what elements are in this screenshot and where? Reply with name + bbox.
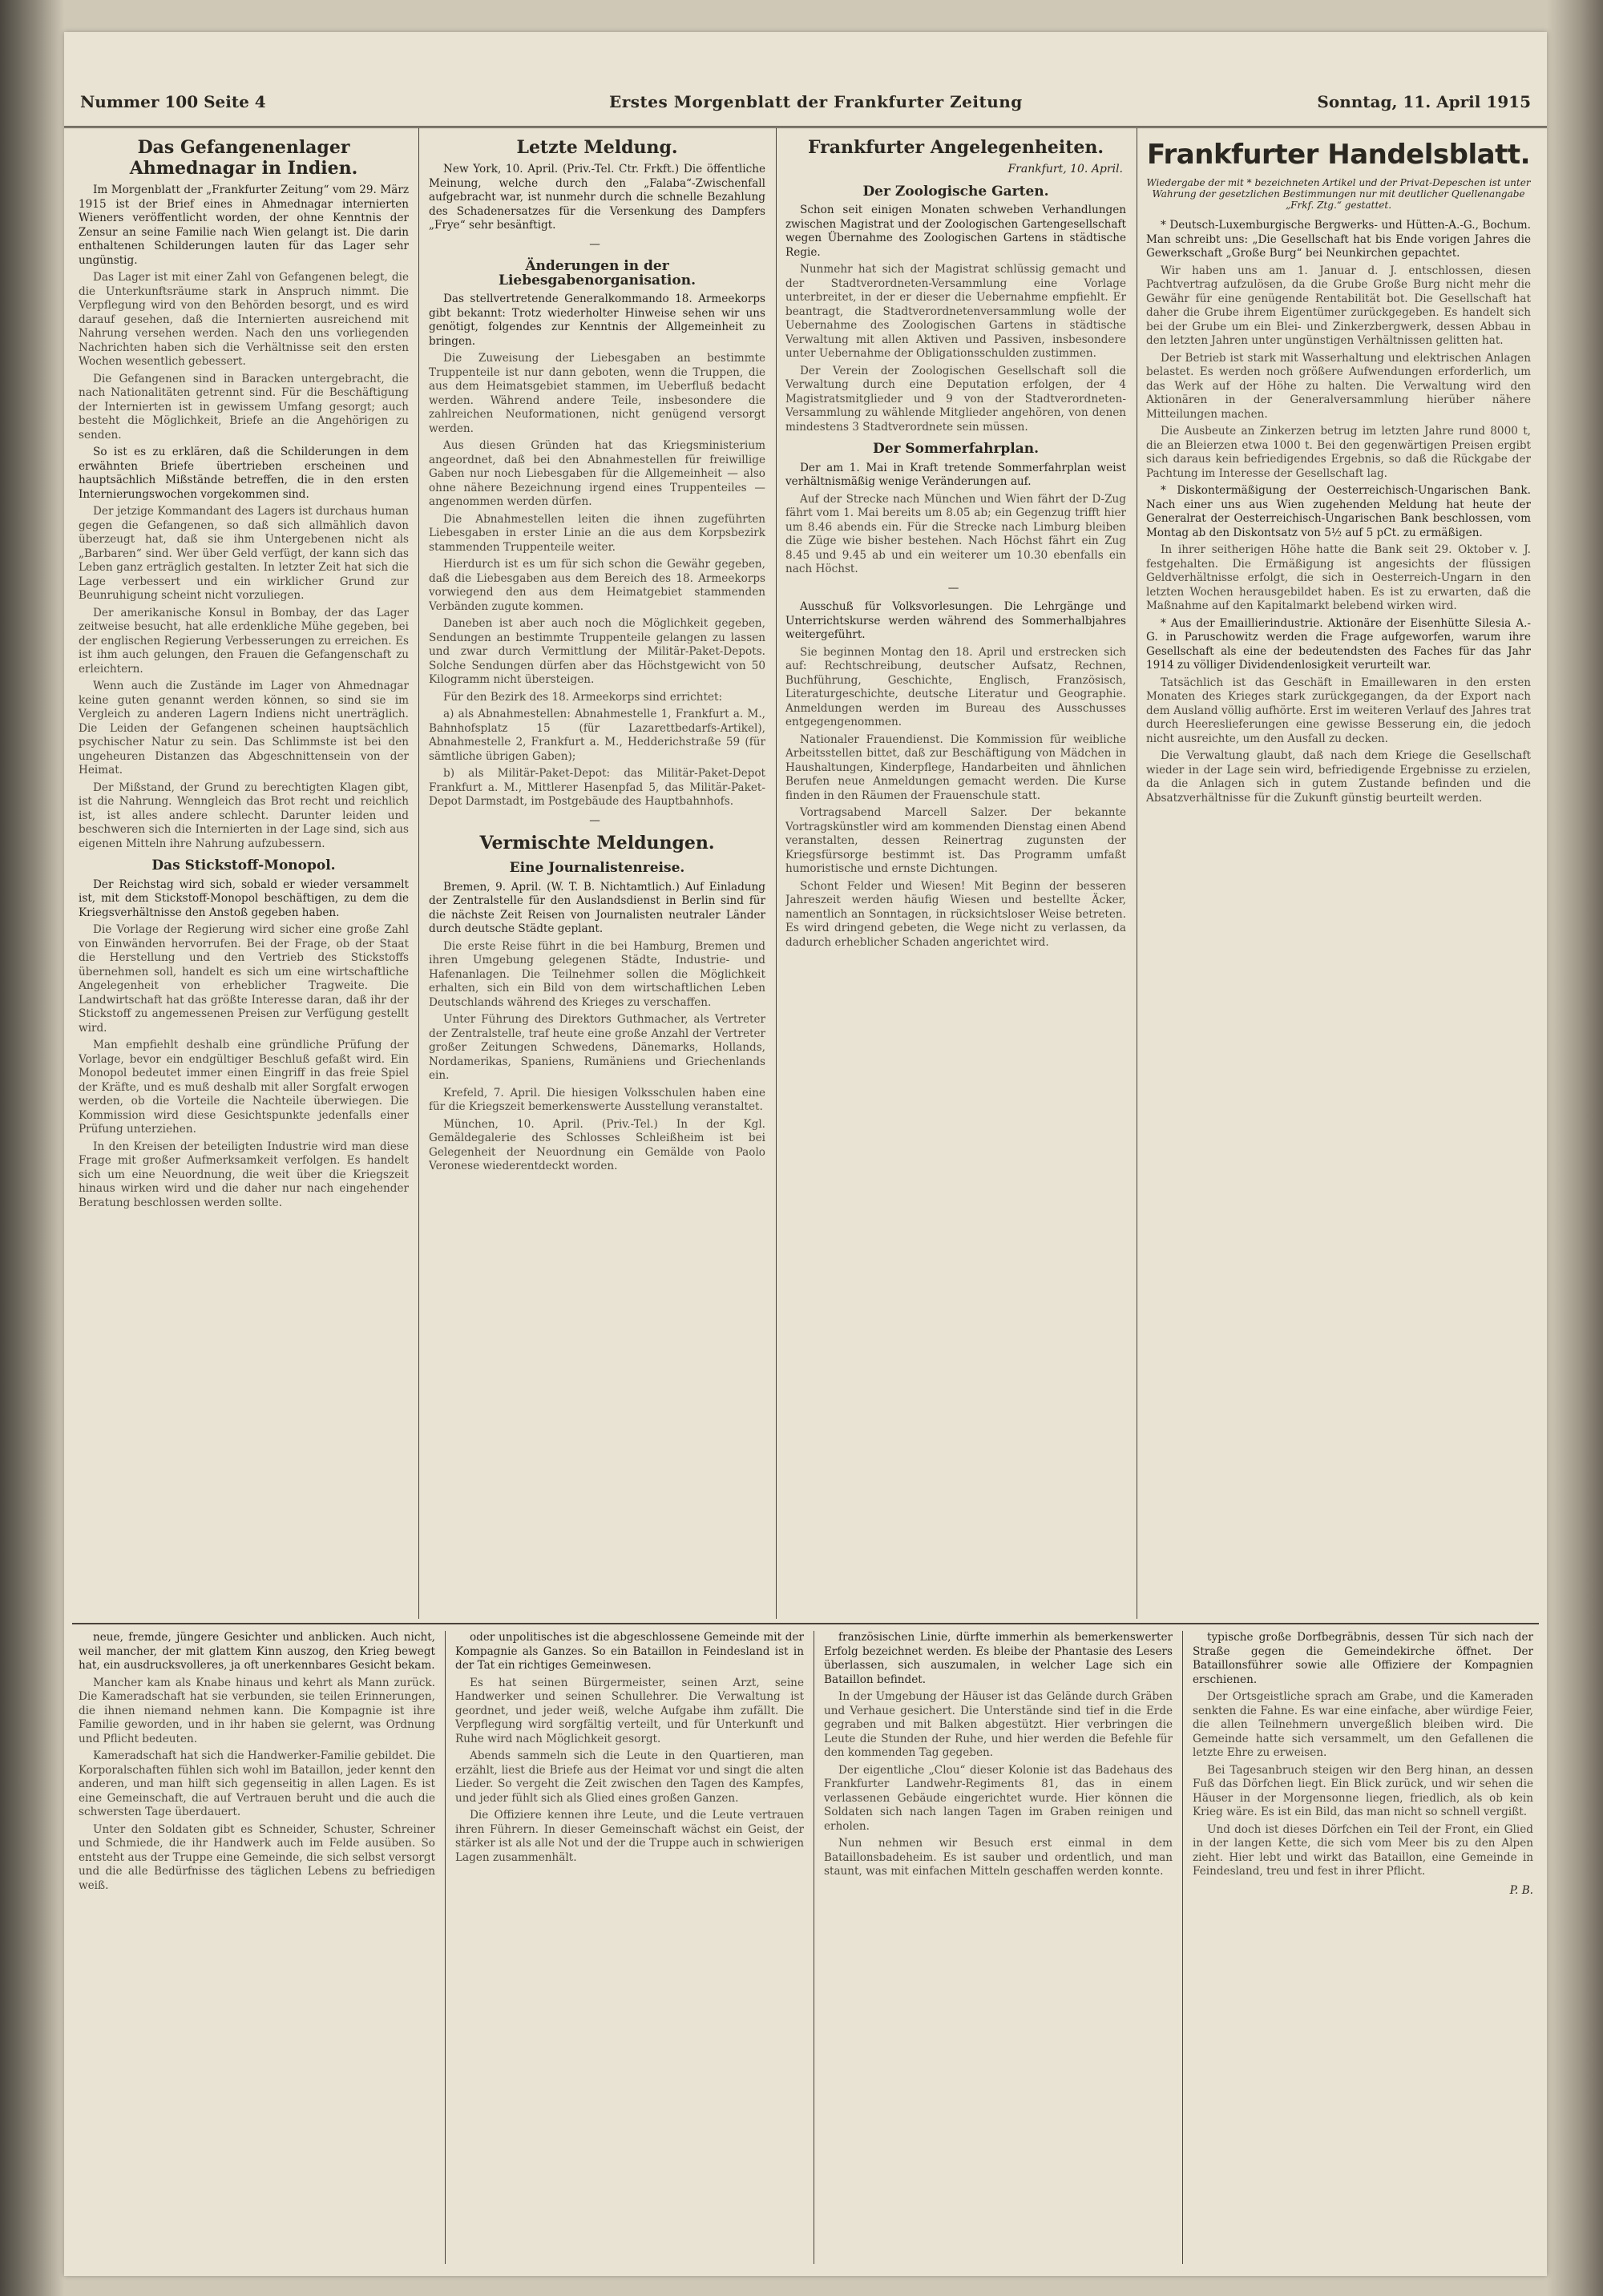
article-column-2: Letzte Meldung. New York, 10. April. (Priv.-Tel. Ctr. Frkft.) Die öffentliche Meinung, welche durch den „Falaba“-Zwischenfall aufgebracht war, ist nunmehr durch die schnelle Bezahlung des Schadenersatzes für die Versenkung des Dampfers „Frye“ sehr besänftigt. — Änderungen in der Liebesgabenorganisation. Das stellvertretende Generalkommando 18. Armeekorps gibt bekannt: Trotz wiederholter Hinweise sehen wir uns genötigt, folgendes zur Kenntnis der Allgemeinheit zu bringen. Die Zuweisung der Liebesgaben an bestimmte Truppenteile ist nur dann geboten, wenn die Truppen, die aus dem Heimatsgebiet stammen, im Ueberfluß bedacht werden. Während andere Teile, insbesondere die zahlreichen Neuformationen, nicht genügend versorgt werden. Aus diesen Gründen hat das Kriegsministerium angeordnet, daß bei den Abnahmestellen für freiwillige Gaben nur noch Liebesgaben für die Allgemeinheit — also ohne nähere Bezeichnung irgend eines Truppenteiles — angenommen werden dürfen. Die Abnahmestellen leiten die ihnen zugeführten Liebesgaben in erster Linie an die aus dem Korpsbezirk stammenden Truppenteile weiter. Hierdurch ist es um für sich schon die Gewähr gegeben, daß die Liebesgaben aus dem Bereich des 18. Armeekorps vorwiegend den aus dem Heimatgebiet stammenden Verbänden zugute kommen. Daneben ist aber auch noch die Möglichkeit gegeben, Sendungen an bestimmte Truppenteile gelangen zu lassen und zwar durch Vermittlung der Militär-Paket-Depots. Solche Sendungen dürfen aber das Höchstgewicht von 50 Kilogramm nicht übersteigen. Für den Bezirk des 18. Armeekorps sind errichtet: a) als Abnahmestellen: Abnahmestelle 1, Frankfurt a. M., Bahnhofsplatz 15 (für Lazarettbedarfs-Artikel), Abnahmestelle 2, Frankfurt a. M., Hedderichstraße 59 (für sämtliche übrigen Gaben); b) als Militär-Paket-Depot: das Militär-Paket-Depot Frankfurt a. M., Mittlerer Hasenpfad 5, das Militär-Paket-Depot Darmstadt, im Postgebäude des Hauptbahnhofs. — Vermischte Meldungen. Eine Journalistenreise. Bremen, 9. April. (W. T. B. Nichtamtlich.) Auf Einladung der Zentralstelle für den Auslandsdienst in Berlin sind für die nächste Zeit Reisen von Journalisten neutraler Länder durch deutsche Städte geplant. Die erste Reise führt in die bei Hamburg, Bremen und ihren Umgebung gelegenen Städte, Industrie- und Hafenanlagen. Die Teilnehmer sollen die Möglichkeit erhalten, sich ein Bild von dem wirtschaftlichen Leben Deutschlands während des Krieges zu verschaffen. Unter Führung des Direktors Guthmacher, als Vertreter der Zentralstelle, traf heute eine große Anzahl der Vertreter großer Zeitungen Schwedens, Dänemarks, Hollands, Nordamerikas, Spaniens, Rumäniens und Griechenlands ein. Krefeld, 7. April. Die hiesigen Volksschulen haben eine für die Kriegszeit bemerkenswerte Ausstellung veranstaltet. München, 10. April. (Priv.-Tel.) In der Kgl. Gemäldegalerie des Schlosses Schleißheim ist bei Gelegenheit der Neuordnung ein Gemälde von Paolo Veronese wiederentdeckt worden. xyxy=(429,137,765,1172)
body-text: Das Lager ist mit einer Zahl von Gefangenen belegt, die die Unterkunftsräume stark in Anspruch nimmt. Die Verpflegung wird von den Behörden besorgt, und es wird darauf gesehen, daß die Internierten ausreichend mit Nahrung versehen werden. Nach den uns vorliegenden Nachrichten haben sich die Verhältnisse seit den ersten Wochen wesentlich gebessert. Die Gefangenen sind in Baracken untergebracht, die nach Nationalitäten getrennt sind. Für die Beschäftigung der Internierten ist in gewissem Umfang gesorgt; auch besteht die Möglichkeit, Briefe an die Angehörigen zu senden. xyxy=(79,271,409,442)
paragraph: Das stellvertretende Generalkommando 18. Armeekorps gibt bekannt: Trotz wiederholter Hinweise sehen wir uns genötigt, folgendes zur Kenntnis der Allgemeinheit zu bringen. xyxy=(429,293,765,348)
body-text: Es hat seinen Bürgermeister, seinen Arzt, seine Handwerker und seinen Schullehrer. Die Verwaltung ist geordnet, und jeder weiß, welche Aufgabe ihm zufällt. Die Verpflegung wird sorgfältig verteilt, und für Unterkunft und Ruhe wird nach Möglichkeit gesorgt. Abends sammeln sich die Leute in den Quartieren, man erzählt, liest die Briefe aus der Heimat vor und singt die alten Lieder. So vergeht die Zeit zwischen den Tagen des Kampfes, und jeder fühlt sich als Glied eines großen Ganzen. Die Offiziere kennen ihre Leute, und die Leute vertrauen ihren Führern. In dieser Gemeinschaft wächst ein Geist, der stärker ist als alle Not und der die Truppe auch in schwierigen Lagen zusammenhält. xyxy=(455,1676,804,1864)
body-text: Mancher kam als Knabe hinaus und kehrt als Mann zurück. Die Kameradschaft hat sie verbunden, sie teilen Erinnerungen, die ihnen niemand nehmen kann. Die Kompagnie ist ihre Familie geworden, und in ihr haben sie gelernt, was Ordnung und Pflicht bedeuten. Kameradschaft hat sich die Handwerker-Familie gebildet. Die Korporalschaften fühlen sich wohl im Bataillon, jeder kennt den anderen, und man hilft sich gegenseitig in allen Lagen. Es ist eine Gemeinschaft, die auf Vertrauen beruht und die auch die schwersten Tage überdauert. Unter den Soldaten gibt es Schneider, Schuster, Schreiner und Schmiede, die ihr Handwerk auch im Felde ausüben. So entsteht aus der Truppe eine Gemeinde, die sich selbst versorgt und die alle Bedürfnisse des täglichen Lebens zu befriedigen weiß. xyxy=(79,1676,435,1892)
feuilleton-column-1 xyxy=(79,1631,435,2264)
paragraph: * Deutsch-Luxemburgische Bergwerks- und Hütten-A.-G., Bochum. Man schreibt uns: „Die Gesellschaft hat bis Ende vorigen Jahres die Gewerkschaft „Große Burg“ bei Neunkirchen gepachtet. xyxy=(1146,219,1531,260)
body-text: Die Zuweisung der Liebesgaben an bestimmte Truppenteile ist nur dann geboten, wenn die Truppen, die aus dem Heimatsgebiet stammen, im Ueberfluß bedacht werden. Während andere Teile, insbesondere die zahlreichen Neuformationen, nicht genügend versorgt werden. Aus diesen Gründen hat das Kriegsministerium angeordnet, daß bei den Abnahmestellen für freiwillige Gaben nur noch Liebesgaben für die Allgemeinheit — also ohne nähere Bezeichnung irgend eines Truppenteiles — angenommen werden dürfen. Die Abnahmestellen leiten die ihnen zugeführten Liebesgaben in erster Linie an die aus dem Korpsbezirk stammenden Truppenteile weiter. Hierdurch ist es um für sich schon die Gewähr gegeben, daß die Liebesgaben aus dem Bereich des 18. Armeekorps vorwiegend den aus dem Heimatgebiet stammenden Verbänden zugute kommen. Daneben ist aber auch noch die Möglichkeit gegeben, Sendungen an bestimmte Truppenteile gelangen zu lassen und zwar durch Vermittlung der Militär-Paket-Depots. Solche Sendungen dürfen aber das Höchstgewicht von 50 Kilogramm nicht übersteigen. Für den Bezirk des 18. Armeekorps sind errichtet: a) als Abnahmestellen: Abnahmestelle 1, Frankfurt a. M., Bahnhofsplatz 15 (für Lazarettbedarfs-Artikel), Abnahmestelle 2, Frankfurt a. M., Hedderichstraße 59 (für sämtliche übrigen Gaben); b) als Militär-Paket-Depot: das Militär-Paket-Depot Frankfurt a. M., Mittlerer Hasenpfad 5, das Militär-Paket-Depot Darmstadt, im Postgebäude des Hauptbahnhofs. xyxy=(429,352,765,808)
body-text: In ihrer seitherigen Höhe hatte die Bank seit 29. Oktober v. J. festgehalten. Die Ermäßigung ist angesichts der flüssigen Geldverhältnisse erfolgt, die sich in Oesterreich-Ungarn in den letzten Wochen herausgebildet haben. Es ist zu erwarten, daß die Maßnahme auf den Kapitalmarkt belebend wirken wird. xyxy=(1146,543,1531,612)
paragraph: Bremen, 9. April. (W. T. B. Nichtamtlich.) Auf Einladung der Zentralstelle für den Auslandsdienst in Berlin sind für die nächste Zeit Reisen von Journalisten neutraler Länder durch deutsche Städte geplant. xyxy=(429,880,765,935)
body-text: Wir haben uns am 1. Januar d. J. entschlossen, diesen Pachtvertrag aufzulösen, da die Grube Große Burg nicht mehr die Gewähr für eine genügende Rentabilität bot. Die Gesellschaft hat daher die Grube ihrem Eigentümer zurückgegeben. Es handelt sich bei der Grube um ein Blei- und Zinkerzbergwerk, dessen Abbau in den letzten Jahren unter ungünstigen Verhältnissen gelitten hat. Der Betrieb ist stark mit Wasserhaltung und elektrischen Anlagen belastet. Es werden noch größere Aufwendungen erforderlich, um das Werk auf der Höhe zu halten. Die Verwaltung wird den Aktionären in der Generalversammlung hierüber nähere Mitteilungen machen. Die Ausbeute an Zinkerzen betrug im letzten Jahre rund 8000 t, die an Bleierzen etwa 1000 t. Bei den gegenwärtigen Preisen ergibt sich daraus kein befriedigendes Ergebnis, so daß die Rückgabe der Pachtung im Interesse der Gesellschaft lag. xyxy=(1146,264,1531,480)
paragraph: typische große Dorfbegräbnis, dessen Tür sich nach der Straße gegen die Gemeindekirche öffnet. Der Bataillonsführer sowie alle Offiziere der Kompagnien erschienen. xyxy=(1193,1631,1533,1686)
body-text: Tatsächlich ist das Geschäft in Emaillewaren in den ersten Monaten des Krieges stark zurückgegangen, da der Export nach dem Ausland völlig aufhörte. Erst im weiteren Verlauf des Jahres trat durch Heereslieferungen eine gewisse Besserung ein, die jedoch nicht ausreichte, um den Ausfall zu decken. Die Verwaltung glaubt, daß nach dem Kriege die Gesellschaft wieder in der Lage sein wird, befriedigende Ergebnisse zu erzielen, da die Anlagen sich in gutem Zustande befinden und die Absatzverhältnisse für die Zukunft günstig beurteilt werden. xyxy=(1146,676,1531,805)
body-text: In der Umgebung der Häuser ist das Gelände durch Gräben und Verhaue gesichert. Die Unterstände sind tief in die Erde gegraben und mit Balken abgestützt. Hier verbringen die Leute die Stunden der Ruhe, und hier werden die Befehle für den kommenden Tag gegeben. Der eigentliche „Clou“ dieser Kolonie ist das Badehaus des Frankfurter Landwehr-Regiments 81, das in einem verlassenen Gebäude eingerichtet wurde. Hier können die Soldaten sich nach langen Tagen im Graben reinigen und erholen. Nun nehmen wir Besuch erst einmal in dem Bataillonsbadeheim. Es ist sauber und ordentlich, und man staunt, was mit einfachen Mitteln geschaffen werden konnte. xyxy=(824,1690,1173,1878)
headline-handelsblatt: Frankfurter Handelsblatt. xyxy=(1146,139,1530,171)
paragraph: New York, 10. April. (Priv.-Tel. Ctr. Frkft.) Die öffentliche Meinung, welche durch den „Falaba“-Zwischenfall aufgebracht war, ist nunmehr durch die schnelle Bezahlung des Schadenersatzes für die Versenkung des Dampfers „Frye“ sehr besänftigt. xyxy=(429,163,765,232)
paragraph: Der am 1. Mai in Kraft tretende Sommerfahrplan weist verhältnismäßig wenige Veränderungen auf. xyxy=(785,461,1126,488)
body-text: Der Ortsgeistliche sprach am Grabe, und die Kameraden senkten die Fahne. Es war eine einfache, aber würdige Feier, die allen Teilnehmern unvergeßlich bleiben wird. Die Gemeinde hatte sich versammelt, um den Gefallenen die letzte Ehre zu erweisen. Bei Tagesanbruch steigen wir den Berg hinan, an dessen Fuß das Dörfchen liegt. Ein Blick zurück, und wir sehen die Häuser in der Morgensonne liegen, friedlich, als ob kein Krieg wäre. Es ist ein Bild, das man nicht so schnell vergißt. Und doch ist dieses Dörfchen ein Teil der Front, ein Glied in der langen Kette, die sich vom Meer bis zu den Alpen zieht. Hier lebt und wirkt das Bataillon, eine Gemeinde in Feindesland, treu und fest in ihrer Pflicht. xyxy=(1193,1690,1533,1878)
body-text: Der jetzige Kommandant des Lagers ist durchaus human gegen die Gefangenen, so daß sich allmählich davon überzeugt hat, daß sie ihm Untergebenen nicht als „Barbaren“ sind. Wer über Geld verfügt, der kann sich das Leben ganz erträglich gestalten. In letzter Zeit hat sich die Lage verbessert und ein wirklicher Grund zur Beunruhigung scheint nicht vorzuliegen. Der amerikanische Konsul in Bombay, der das Lager zeitweise besucht, hat alle erdenkliche Mühe gegeben, bei der englischen Regierung Verbesserungen zu erreichen. Es ist ihm auch gelungen, den Frauen die Gefangenschaft zu erleichtern. Wenn auch die Zustände im Lager von Ahmednagar keine guten genannt werden können, so sind sie im Vergleich zu anderen Lagern Indiens nicht unerträglich. Die Leiden der Gefangenen scheinen hauptsächlich psychischer Natur zu sein. Das Schlimmste ist bei den ungeheuren Distanzen das Abgeschnittensein von der Heimat. Der Mißstand, der Grund zu berechtigten Klagen gibt, ist die Nahrung. Wenngleich das Brot recht und reichlich ist, ist alles andere schlecht. Darunter leiden und beschweren sich die Internierten in der Lage sind, sich aus eigenen Mitteln ihre Nahrung aufzubessern. xyxy=(79,505,409,850)
headline-vermischte: Vermischte Meldungen. xyxy=(479,833,715,853)
page-edge xyxy=(1547,0,1603,2296)
paragraph: neue, fremde, jüngere Gesichter und anblicken. Auch nicht, weil mancher, der mit glattem Kinn auszog, den Krieg bewegt hat, ein ausdrucksvolleres, ja oft unerkennbares Gesicht bekam. xyxy=(79,1631,435,1672)
body-text: Die erste Reise führt in die bei Hamburg, Bremen und ihren Umgebung gelegenen Städte, Industrie- und Hafenanlagen. Die Teilnehmer sollen die Möglichkeit erhalten, sich ein Bild von dem wirtschaftlichen Leben Deutschlands während des Krieges zu verschaffen. Unter Führung des Direktors Guthmacher, als Vertreter der Zentralstelle, traf heute eine große Anzahl der Vertreter großer Zeitungen Schwedens, Dänemarks, Hollands, Nordamerikas, Spaniens, Rumäniens und Griechenlands ein. Krefeld, 7. April. Die hiesigen Volksschulen haben eine für die Kriegszeit bemerkenswerte Ausstellung veranstaltet. München, 10. April. (Priv.-Tel.) In der Kgl. Gemäldegalerie des Schlosses Schleißheim ist bei Gelegenheit der Neuordnung ein Gemälde von Paolo Veronese wiederentdeckt worden. xyxy=(429,939,765,1172)
paragraph: Schon seit einigen Monaten schweben Verhandlungen zwischen Magistrat und der Zoologischen Gartengesellschaft wegen Übernahme des Zoologischen Gartens in städtische Regie. xyxy=(785,204,1126,259)
publication-title: Erstes Morgenblatt der Frankfurter Zeitung xyxy=(609,92,1023,111)
paragraph: * Aus der Emaillierindustrie. Aktionäre der Eisenhütte Silesia A.-G. in Paruschowitz werden die Frage aufgeworfen, warum ihre Gesellschaft als eine der bedeutendsten des Faches für das Jahr 1914 zu völliger Dividendenlosigkeit verurteilt war. xyxy=(1146,616,1531,672)
headline-letzte-meldung: Letzte Meldung. xyxy=(516,137,678,158)
headline-frankfurter-angelegenheiten: Frankfurter Angelegenheiten. xyxy=(807,137,1104,158)
paragraph: Im Morgenblatt der „Frankfurter Zeitung“ vom 29. März 1915 ist der Brief eines in Ahmednagar internierten Wieners veröffentlicht worden, der ohne Kenntnis der Zensur an seine Familie nach Wien gelangt ist. Die darin enthaltenen Schilderungen lauten für das Lager sehr ungünstig. xyxy=(79,184,409,267)
issue-date: Sonntag, 11. April 1915 xyxy=(1317,92,1531,111)
body-text: Nunmehr hat sich der Magistrat schlüssig gemacht und der Stadtverordneten-Versammlung eine Vorlage unterbreitet, in der er dieser die Uebernahme empfiehlt. Er beantragt, die Stadtverordnetenversammlung wolle der Uebernahme des Zoologischen Gartens in städtische Verwaltung mit allen Aktiven und Passiven, insbesondere unter Uebernahme der Obligationsschulden zustimmen. Der Verein der Zoologischen Gesellschaft soll die Verwaltung durch eine Deputation erfolgen, der 4 Magistratsmitglieder und 9 von der Stadtverordneten-Versammlung zu wählende Mitglieder angehören, von denen mindestens 3 Stadtverordnete sein müssen. xyxy=(785,263,1126,434)
article-column-4 xyxy=(1146,132,1531,1619)
body-text: Die Vorlage der Regierung wird sicher eine große Zahl von Einwänden hervorrufen. Bei der Frage, ob der Staat die Herstellung und den Vertrieb des Stickstoffs übernehmen soll, handelt es sich um eine wirtschaftliche Angelegenheit von erheblicher Tragweite. Die Landwirtschaft hat das größte Interesse daran, daß ihr der Stickstoff zu angemessenen Preisen zur Verfügung gestellt wird. Man empfiehlt deshalb eine gründliche Prüfung der Vorlage, bevor ein endgültiger Beschluß gefaßt wird. Ein Monopol bedeutet immer einen Eingriff in das freie Spiel der Kräfte, und es muß deshalb mit aller Sorgfalt erwogen werden, ob die Vorteile die Nachteile überwiegen. Die Kommission wird diese Gesichtspunkte jedenfalls einer Prüfung unterziehen. In den Kreisen der beteiligten Industrie wird man diese Frage mit großer Aufmerksamkeit verfolgen. Es handelt sich um eine Neuordnung, die weit über die Kriegszeit hinaus wirken wird und die daher nur nach eingehender Beratung beschlossen werden sollte. xyxy=(79,923,409,1209)
masthead xyxy=(64,84,1547,128)
headline-gefangenenlager: Das Gefangenenlager Ahmednagar in Indien. xyxy=(129,137,358,179)
issue-number: Nummer 100 Seite 4 xyxy=(80,92,266,111)
paragraph: Ausschuß für Volksvorlesungen. Die Lehrgänge und Unterrichtskurse werden während des Sommerhalbjahres weitergeführt. xyxy=(785,600,1126,641)
feuilleton-column-2 xyxy=(455,1631,804,2264)
feuilleton-column-3 xyxy=(824,1631,1173,2264)
paragraph: So ist es zu erklären, daß die Schilderungen in dem erwähnten Briefe übertrieben erscheinen und hauptsächlich Mißstände betreffen, die in den ersten Internierungswochen vorgekommen sind. xyxy=(79,446,409,501)
headline-stickstoff: Das Stickstoff-Monopol. xyxy=(151,857,336,874)
author-signature: P. B. xyxy=(1509,1883,1533,1897)
body-text: Auf der Strecke nach München und Wien fährt der D-Zug fährt vom 1. Mai bereits um 8.05 ab; ein Gegenzug trifft hier um 8.46 abends ein. Für die Strecke nach Limburg bleiben die Züge wie bisher bestehen. Nach Höchst fährt ein Zug 8.45 und 9.45 ab und ein weiterer um 10.30 ebenfalls ein nach Höchst. xyxy=(785,492,1126,575)
headline-zoologischer-garten: Der Zoologische Garten. xyxy=(862,183,1049,200)
feuilleton-column-4 xyxy=(1193,1631,1533,2264)
headline-sommerfahrplan: Der Sommerfahrplan. xyxy=(872,441,1040,457)
paragraph: * Diskontermäßigung der Oesterreichisch-Ungarischen Bank. Nach einer uns aus Wien zugehenden Meldung hat heute der Generalrat der Oesterreichisch-Ungarischen Bank beschlossen, vom Montag ab den Diskontsatz von 5½ auf 5 pCt. zu ermäßigen. xyxy=(1146,484,1531,539)
paragraph: Der Reichstag wird sich, sobald er wieder versammelt ist, mit dem Stickstoff-Monopol beschäftigen, zu dem die Kriegsverhältnisse den Anstoß gegeben haben. xyxy=(79,878,409,919)
dateline: Frankfurt, 10. April. xyxy=(1007,163,1123,176)
body-text: Sie beginnen Montag den 18. April und erstrecken sich auf: Rechtschreibung, deutscher Aufsatz, Rechnen, Buchführung, Geschichte, Englisch, Französisch, Literaturgeschichte, deutsche Literatur und Geographie. Anmeldungen werden im Bureau des Ausschusses entgegengenommen. Nationaler Frauendienst. Die Kommission für weibliche Arbeitsstellen bittet, daß zur Beschäftigung von Mädchen in Haushaltungen, Kinderpflege, Handarbeiten und ähnlichen Berufen neue Anmeldungen gemacht werden. Die Kurse finden in den Räumen der Frauenschule statt. Vortragsabend Marcell Salzer. Der bekannte Vortragskünstler wird am kommenden Dienstag einen Abend veranstalten, dessen Reinertrag zugunsten der Kriegsfürsorge bestimmt ist. Das Programm umfaßt humoristische und ernste Dichtungen. Schont Felder und Wiesen! Mit Beginn der besseren Jahreszeit werden häufig Wiesen und bestellte Äcker, namentlich an Sonntagen, in rücksichtsloser Weise betreten. Es wird dringend gebeten, die Wege nicht zu verlassen, da dadurch erheblicher Schaden angerichtet wird. xyxy=(785,645,1126,949)
reprint-notice: Wiedergabe der mit * bezeichneten Artikel und der Privat-Depeschen ist unter Wahrung der gesetzlichen Bestimmungen nur mit deutlicher Quellenangabe „Frkf. Ztg.“ gestattet. xyxy=(1146,177,1531,211)
article-column-3: Frankfurter Angelegenheiten. Frankfurt, 10. April. Der Zoologische Garten. Schon seit einigen Monaten schweben Verhandlungen zwischen Magistrat und der Zoologischen Gartengesellschaft wegen Übernahme des Zoologischen Gartens in städtische Regie. Nunmehr hat sich der Magistrat schlüssig gemacht und der Stadtverordneten-Versammlung eine Vorlage unterbreitet, in der er dieser die Uebernahme empfiehlt. Er beantragt, die Stadtverordnetenversammlung wolle der Uebernahme des Zoologischen Gartens in städtische Verwaltung mit allen Aktiven und Passiven, insbesondere unter Uebernahme der Obligationsschulden zustimmen. Der Verein der Zoologischen Gesellschaft soll die Verwaltung durch eine Deputation erfolgen, der 4 Magistratsmitglieder und 9 von der Stadtverordneten-Versammlung zu wählende Mitglieder angehören, von denen mindestens 3 Stadtverordnete sein müssen. Der Sommerfahrplan. Der am 1. Mai in Kraft tretende Sommerfahrplan weist verhältnismäßig wenige Veränderungen auf. Auf der Strecke nach München und Wien fährt der D-Zug fährt vom 1. Mai bereits um 8.05 ab; ein Gegenzug trifft hier um 8.46 abends ein. Für die Strecke nach Limburg bleiben die Züge wie bisher bestehen. Nach Höchst fährt ein Zug 8.45 und 9.45 ab und ein weiterer um 10.30 ebenfalls ein nach Höchst. — Ausschuß für Volksvorlesungen. Die Lehrgänge und Unterrichtskurse werden während des Sommerhalbjahres weitergeführt. Sie beginnen Montag den 18. April und erstrecken sich auf: Rechtschreibung, deutscher Aufsatz, Rechnen, Buchführung, Geschichte, Englisch, Französisch, Literaturgeschichte, deutsche Literatur und Geographie. Anmeldungen werden im Bureau des Ausschusses entgegengenommen. Nationaler Frauendienst. Die Kommission für weibliche Arbeitsstellen bittet, daß zur Beschäftigung von Mädchen in Haushaltungen, Kinderpflege, Handarbeiten und ähnlichen Berufen neue Anmeldungen gemacht werden. Die Kurse finden in den Räumen der Frauenschule statt. Vortragsabend Marcell Salzer. Der bekannte Vortragskünstler wird am kommenden Dienstag einen Abend veranstalten, dessen Reinertrag zugunsten der Kriegsfürsorge bestimmt ist. Das Programm umfaßt humoristische und ernste Dichtungen. Schont Felder und Wiesen! Mit Beginn der besseren Jahreszeit werden häufig Wiesen und bestellte Äcker, namentlich an Sonntagen, in rücksichtsloser Weise betreten. Es wird dringend gebeten, die Wege nicht zu verlassen, da dadurch erheblicher Schaden angerichtet wird. xyxy=(785,137,1126,949)
article-column-1 xyxy=(79,132,409,1619)
book-binding xyxy=(0,0,64,2296)
newspaper-page xyxy=(64,32,1547,2276)
paragraph: oder unpolitisches ist die abgeschlossene Gemeinde mit der Kompagnie als Ganzes. So ein Bataillon in Feindesland ist in der Tat ein richtiges Gemeinwesen. xyxy=(455,1631,804,1672)
paragraph: französischen Linie, dürfte immerhin als bemerkenswerter Erfolg bezeichnet werden. Es bleibe der Phantasie des Lesers überlassen, sich auszumalen, in welcher Lage sich ein Bataillon befindet. xyxy=(824,1631,1173,1686)
headline-liebesgaben: Änderungen in der Liebesgabenorganisation. xyxy=(499,258,696,289)
headline-journalistenreise: Eine Journalistenreise. xyxy=(509,860,685,876)
